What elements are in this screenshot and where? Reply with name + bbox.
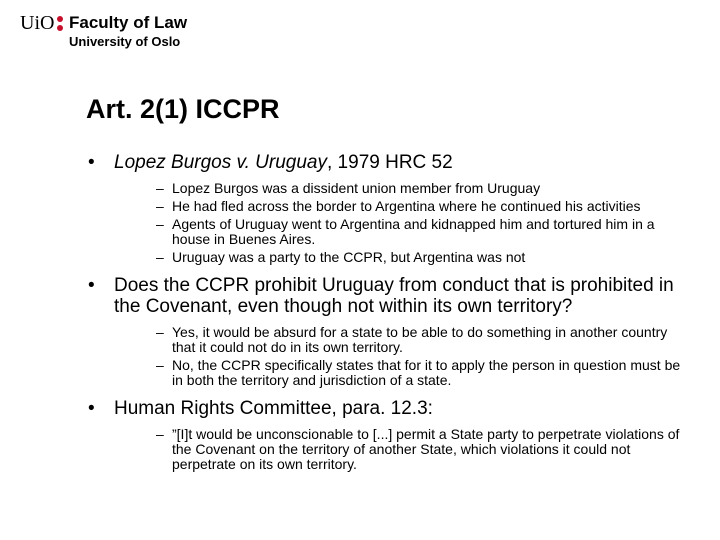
dash-marker: –	[156, 198, 164, 214]
case-name: Lopez Burgos v. Uruguay	[114, 152, 327, 173]
dash-marker: –	[156, 357, 164, 373]
dash-marker: –	[156, 324, 164, 340]
slide-content	[86, 152, 686, 482]
sub-item-text: No, the CCPR specifically states that for it to apply the person in question must be in both the territory and jurisdiction of a state.	[172, 357, 681, 388]
logo-dots-icon	[57, 16, 63, 32]
bullet-text: Human Rights Committee, para. 12.3:	[114, 398, 433, 419]
university-name: University of Oslo	[69, 34, 181, 49]
uio-logo: UiO	[20, 12, 55, 34]
sub-item-text: Yes, it would be absurd for a state to be able to do something in another country that it could not do in its own territory.	[172, 324, 668, 355]
bullet-text	[114, 152, 453, 173]
sub-item-text: He had fled across the border to Argentina where he continued his activities	[172, 198, 641, 214]
bullet-lopez-burgos	[86, 152, 686, 265]
sub-item-text: Agents of Uruguay went to Argentina and kidnapped him and tortured him in a house in Buenes Aires.	[172, 216, 655, 247]
sub-list	[114, 181, 686, 265]
sub-item	[114, 358, 692, 388]
case-citation: , 1979 HRC 52	[327, 152, 453, 173]
sub-item	[114, 181, 692, 196]
dash-marker: –	[156, 180, 164, 196]
bullet-hrc-para	[86, 398, 686, 472]
sub-item	[114, 199, 692, 214]
dash-marker: –	[156, 249, 164, 265]
bullet-marker: •	[88, 275, 95, 296]
sub-list	[114, 325, 686, 388]
slide-title: Art. 2(1) ICCPR	[86, 94, 280, 124]
bullet-ccpr-question	[86, 275, 686, 388]
sub-item	[114, 250, 692, 265]
dash-marker: –	[156, 426, 164, 442]
faculty-name: Faculty of Law	[69, 13, 188, 32]
sub-item-text: Uruguay was a party to the CCPR, but Argentina was not	[172, 249, 526, 265]
sub-list	[114, 427, 686, 472]
sub-item	[114, 427, 692, 472]
bullet-text: Does the CCPR prohibit Uruguay from conduct that is prohibited in the Covenant, even though not within its own territory?	[114, 275, 674, 317]
sub-item	[114, 217, 692, 247]
bullet-marker: •	[88, 398, 95, 419]
bullet-marker: •	[88, 152, 95, 173]
sub-item-text: ”[I]t would be unconscionable to [...] permit a State party to perpetrate violations of the Covenant on the territory of another State, which violations it could not perpetrate on its own territory.	[172, 426, 680, 472]
sub-item	[114, 325, 692, 355]
sub-item-text: Lopez Burgos was a dissident union member from Uruguay	[172, 180, 541, 196]
dash-marker: –	[156, 216, 164, 232]
